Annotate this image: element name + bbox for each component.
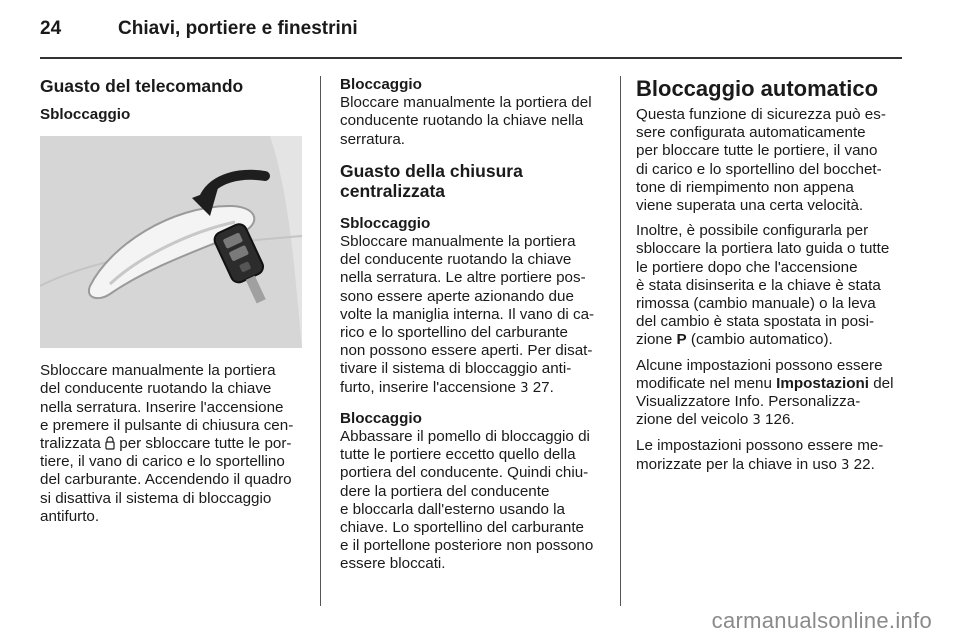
page-reference-arrow-icon: 3 [752,413,761,429]
text-line: e premere il pulsante di chiusura cen- [40,416,294,434]
door-handle-figure [40,136,302,348]
text-line: Alcune impostazioni possono essere [636,356,883,374]
text-line: è stata disinserita e la chiave è stata [636,276,881,294]
text-line: rimossa (cambio manuale) o la leva [636,295,876,313]
section-heading: Guasto del telecomando [40,76,244,96]
menu-name: Impostazioni [776,374,869,392]
text-line: Questa funzione di sicurezza può es- [636,106,886,123]
paragraph [340,94,605,149]
text-line: tone di riempimento non appena [636,178,854,196]
text-line: nella serratura. Inserire l'accensione [40,398,284,416]
text-line: tutte le portiere eccetto quello della [340,446,576,464]
column-middle [340,76,605,574]
text-line: essere bloccati. [340,555,446,573]
text-line: antifurto. [40,507,100,525]
text-line: Visualizzatore Info. Personalizza- [636,393,861,411]
text-fragment: per sbloccare tutte le por- [119,435,292,453]
section-heading: Bloccaggio automatico [636,76,879,101]
text-line: Bloccare manualmente la portiera del [340,94,592,112]
text-line: le portiere dopo che l'accensione [636,258,858,276]
column-divider [620,76,621,606]
page-number: 24 [40,18,62,39]
text-line: portiera del conducente. Quindi chiu- [340,464,589,482]
paragraph [636,437,904,474]
chapter-title: Chiavi, portiere e finestrini [118,18,358,39]
text-line: del conducente ruotando la chiave [40,380,272,398]
text-line: del conducente ruotando la chiave [340,251,572,269]
page-header [40,18,902,54]
heading-line: Guasto della chiusura [340,160,523,181]
subheading: Bloccaggio [340,409,422,427]
text-fragment: (cambio automatico). [690,331,833,349]
column-right [636,76,904,482]
text-line: chiave. Lo sportellino del carburante [340,519,584,537]
column-divider [320,76,321,606]
watermark: carmanualsonline.info [711,608,932,633]
text-line: non possono essere aperti. Per disat- [340,342,593,360]
text-line: tiere, il vano di carico e lo sportellino [40,453,285,471]
text-line [636,331,904,349]
text-line [636,375,904,393]
text-line: si disattiva il sistema di bloccaggio [40,489,272,507]
text-line: Sbloccare manualmente la portiera [40,362,276,380]
text-line: dere la portiera del conducente [340,482,550,500]
text-line: sbloccare la portiera lato guida o tutte [636,240,890,258]
text-line: sono essere aperte azionando due [340,287,574,305]
text-line: conducente ruotando la chiave nella [340,112,584,130]
page-reference[interactable]: 126. [765,411,795,429]
section-heading [340,161,605,201]
text-line [40,435,304,453]
text-line: tivare il sistema di bloccaggio anti- [340,360,572,378]
lock-icon [105,436,115,450]
text-fragment: zione [636,331,673,349]
text-fragment: modificate nel menu [636,374,772,392]
text-line: Le impostazioni possono essere me- [636,437,884,455]
page-reference-arrow-icon: 3 [520,380,529,396]
paragraph [636,106,904,215]
gear-position-label: P [676,331,687,349]
text-line [636,456,904,475]
text-line: Sbloccare manualmente la portiera [340,233,576,251]
body-text [40,362,304,526]
paragraph [636,222,904,349]
text-line: sere configurata automaticamente [636,124,866,142]
header-rule [40,57,902,59]
text-line: volte la maniglia interna. Il vano di ca- [340,305,595,323]
text-line: viene superata una certa velocità. [636,197,864,215]
text-line: di carico e lo sportellino del bocchet- [636,160,882,178]
text-fragment: del [873,374,894,392]
subheading: Sbloccaggio [40,106,131,123]
text-line [636,411,904,430]
text-line: del cambio è stata spostata in posi- [636,313,875,331]
text-line: rico e lo sportellino del carburante [340,324,568,342]
text-fragment: morizzate per la chiave in uso [636,455,837,473]
text-line: nella serratura. Le altre portiere pos- [340,269,586,287]
text-line [340,379,605,398]
text-line: per bloccare tutte le portiere, il vano [636,142,878,160]
paragraph [340,428,605,574]
subheading: Bloccaggio [340,76,422,93]
paragraph [636,357,904,431]
paragraph [340,233,605,398]
text-line: del carburante. Accendendo il quadro [40,471,292,489]
text-fragment: furto, inserire l'accensione [340,378,516,396]
page-reference-arrow-icon: 3 [841,457,850,473]
column-left [40,76,304,526]
text-line: e bloccarla dall'esterno usando la [340,500,565,518]
door-handle-with-key-fob-illustration [40,136,302,348]
text-fragment: tralizzata [40,435,101,453]
text-fragment: zione del veicolo [636,411,749,429]
page-reference[interactable]: 27. [532,378,554,396]
text-line: Abbassare il pomello di bloccaggio di [340,428,590,446]
heading-line: centralizzata [340,180,446,201]
page-reference[interactable]: 22. [853,455,875,473]
text-line: serratura. [340,130,405,148]
text-line: e il portellone posteriore non possono [340,537,594,555]
text-line: Inoltre, è possibile configurarla per [636,222,869,240]
subheading: Sbloccaggio [340,214,431,232]
